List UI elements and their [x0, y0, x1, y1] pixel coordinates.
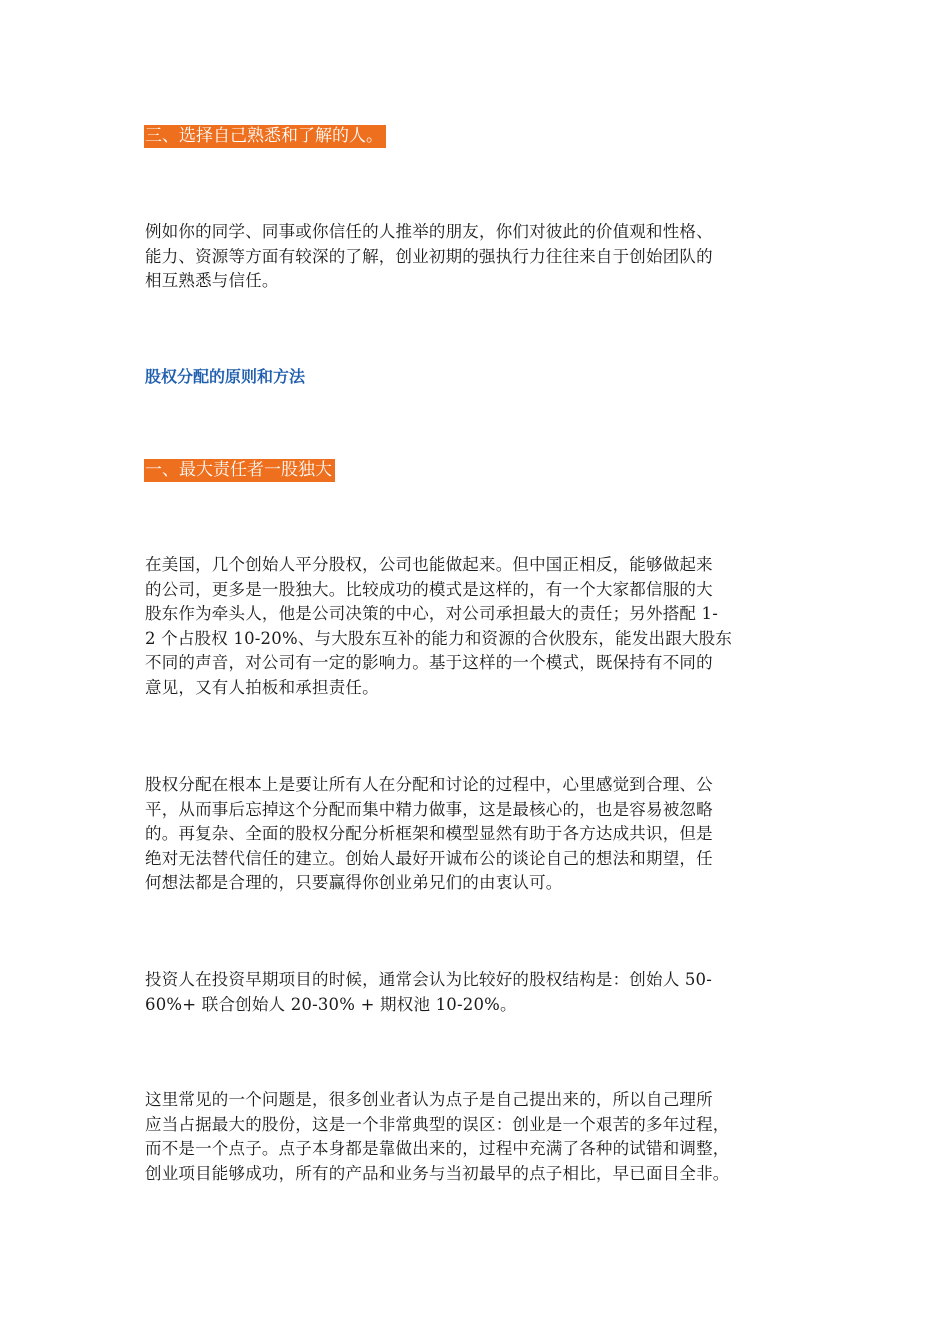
- paragraph-idea-misconception: [145, 1088, 805, 1186]
- text-line: 相互熟悉与信任。: [145, 271, 279, 290]
- text-line: 应当占据最大的股份，这是一个非常典型的误区：创业是一个艰苦的多年过程，: [145, 1114, 730, 1134]
- text-line: 平，从而事后忘掉这个分配而集中精力做事，这是最核心的，也是容易被忽略: [145, 799, 713, 819]
- text-line: 能力、资源等方面有较深的了解，创业初期的强执行力往往来自于创始团队的: [145, 246, 713, 266]
- paragraph-fair-distribution: [145, 773, 805, 896]
- heading-choose-familiar-people: 三、选择自己熟悉和了解的人。: [144, 125, 386, 148]
- text-line: 投资人在投资早期项目的时候，通常会认为比较好的股权结构是：创始人 50-: [145, 970, 713, 989]
- text-line: 的。再复杂、全面的股权分配分析框架和模型显然有助于各方达成共识，但是: [145, 824, 713, 843]
- text-line: 股东作为牵头人，他是公司决策的中心，对公司承担最大的责任；另外搭配 1-: [145, 604, 719, 623]
- heading-largest-responsibility: 一、最大责任者一股独大: [144, 459, 335, 482]
- text-line: 绝对无法替代信任的建立。创始人最好开诚布公的谈论自己的想法和期望，任: [145, 848, 713, 868]
- text-line: 的公司，更多是一股独大。比较成功的模式是这样的，有一个大家都信服的大: [145, 579, 713, 599]
- text-line: 在美国，几个创始人平分股权，公司也能做起来。但中国正相反，能够做起来: [145, 555, 713, 574]
- text-line: 60%+ 联合创始人 20-30% + 期权池 10-20%。: [145, 994, 517, 1014]
- section-title-equity-principles: 股权分配的原则和方法: [145, 367, 306, 386]
- paragraph-investor-structure: [145, 968, 805, 1017]
- paragraph-familiar-people: [145, 220, 805, 294]
- paragraph-us-vs-china: [145, 553, 805, 700]
- text-line: 股权分配在根本上是要让所有人在分配和讨论的过程中，心里感觉到合理、公: [145, 775, 713, 794]
- text-line: 何想法都是合理的，只要赢得你创业弟兄们的由衷认可。: [145, 873, 563, 892]
- text-line: 这里常见的一个问题是，很多创业者认为点子是自己提出来的，所以自己理所: [145, 1090, 713, 1109]
- text-line: 意见，又有人拍板和承担责任。: [145, 677, 379, 697]
- text-line: 例如你的同学、同事或你信任的人推举的朋友，你们对彼此的价值观和性格、: [145, 222, 713, 241]
- text-line: 不同的声音，对公司有一定的影响力。基于这样的一个模式，既保持有不同的: [145, 653, 713, 672]
- text-line: 而不是一个点子。点子本身都是靠做出来的，过程中充满了各种的试错和调整，: [145, 1139, 730, 1158]
- text-line: 2 个占股权 10-20%、与大股东互补的能力和资源的合伙股东，能发出跟大股东: [145, 628, 733, 648]
- text-line: 创业项目能够成功，所有的产品和业务与当初最早的点子相比，早已面目全非。: [145, 1163, 730, 1183]
